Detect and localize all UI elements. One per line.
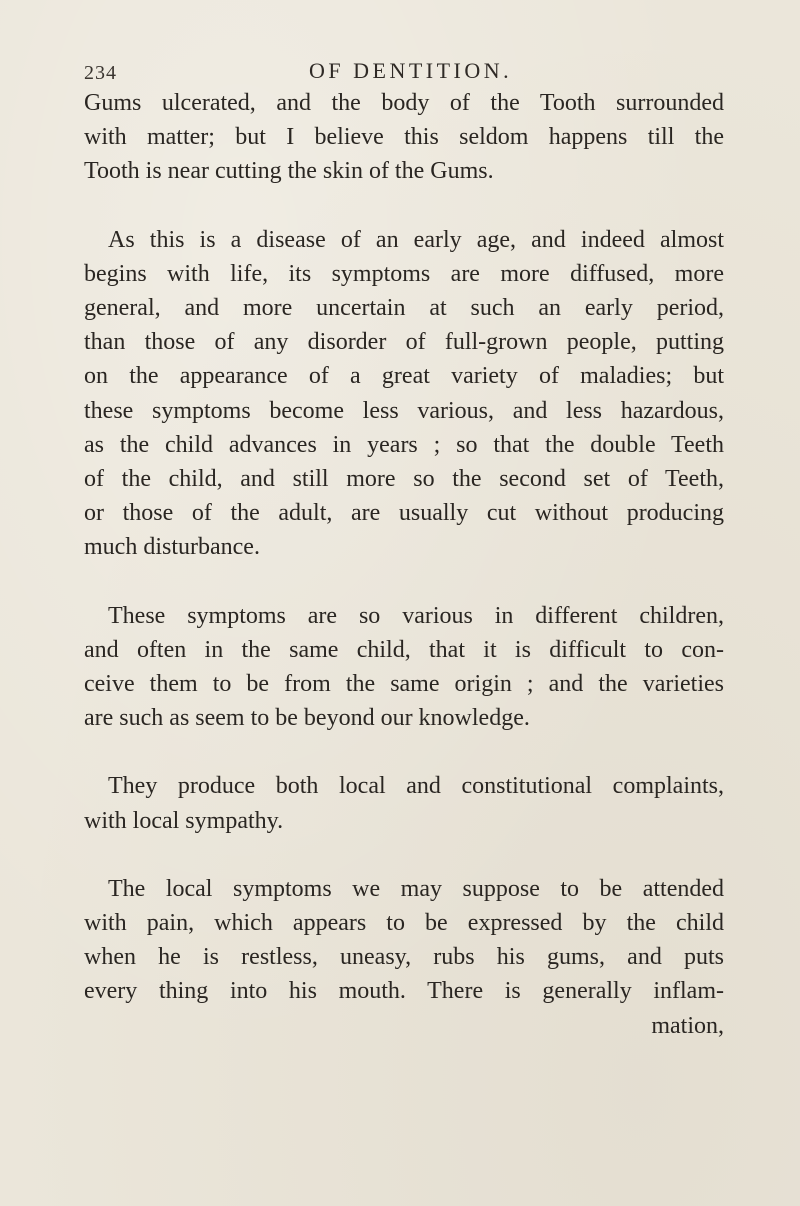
catchword: mation, — [651, 1012, 724, 1039]
paragraph — [84, 599, 724, 736]
text-line: or those of the adult, are usually cut without producing — [84, 500, 724, 527]
paragraph — [84, 223, 724, 565]
text-line: much disturbance. — [84, 534, 260, 561]
body-text — [84, 86, 724, 1043]
text-line: with local sympathy. — [84, 807, 284, 834]
text-line: are such as seem to be beyond our knowledge. — [84, 705, 530, 732]
text-line: as the child advances in years ; so that the double Teeth — [84, 431, 724, 458]
text-line: general, and more uncertain at such an early period, — [84, 295, 724, 322]
text-line: They produce both local and constitutional complaints, — [108, 773, 724, 800]
text-line: with matter; but I believe this seldom happens till the — [84, 124, 724, 151]
page-header — [84, 58, 724, 88]
text-line: with pain, which appears to be expressed by the child — [84, 910, 724, 937]
text-line: than those of any disorder of full-grown people, putting — [84, 329, 724, 356]
text-line: every thing into his mouth. There is generally inflam- — [84, 978, 724, 1005]
text-line: of the child, and still more so the second set of Teeth, — [84, 466, 724, 493]
text-line: Tooth is near cutting the skin of the Gums. — [84, 158, 494, 185]
text-line: ceive them to be from the same origin ; and the varieties — [84, 671, 724, 698]
paragraph — [84, 769, 724, 837]
text-line: and often in the same child, that it is difficult to con- — [84, 636, 724, 663]
text-line: The local symptoms we may suppose to be attended — [108, 875, 724, 902]
text-line: These symptoms are so various in different children, — [108, 602, 724, 629]
running-head: OF DENTITION. — [309, 58, 513, 83]
page-number: 234 — [84, 62, 117, 84]
text-line: on the appearance of a great variety of maladies; but — [84, 363, 724, 390]
text-line: Gums ulcerated, and the body of the Tooth surrounded — [84, 90, 724, 116]
text-line: As this is a disease of an early age, and indeed almost — [108, 226, 724, 253]
text-line: these symptoms become less various, and less hazardous, — [84, 397, 724, 424]
paragraph — [84, 86, 724, 189]
paragraph — [84, 872, 724, 1043]
text-line: begins with life, its symptoms are more diffused, more — [84, 260, 724, 287]
text-line: when he is restless, uneasy, rubs his gums, and puts — [84, 944, 724, 971]
